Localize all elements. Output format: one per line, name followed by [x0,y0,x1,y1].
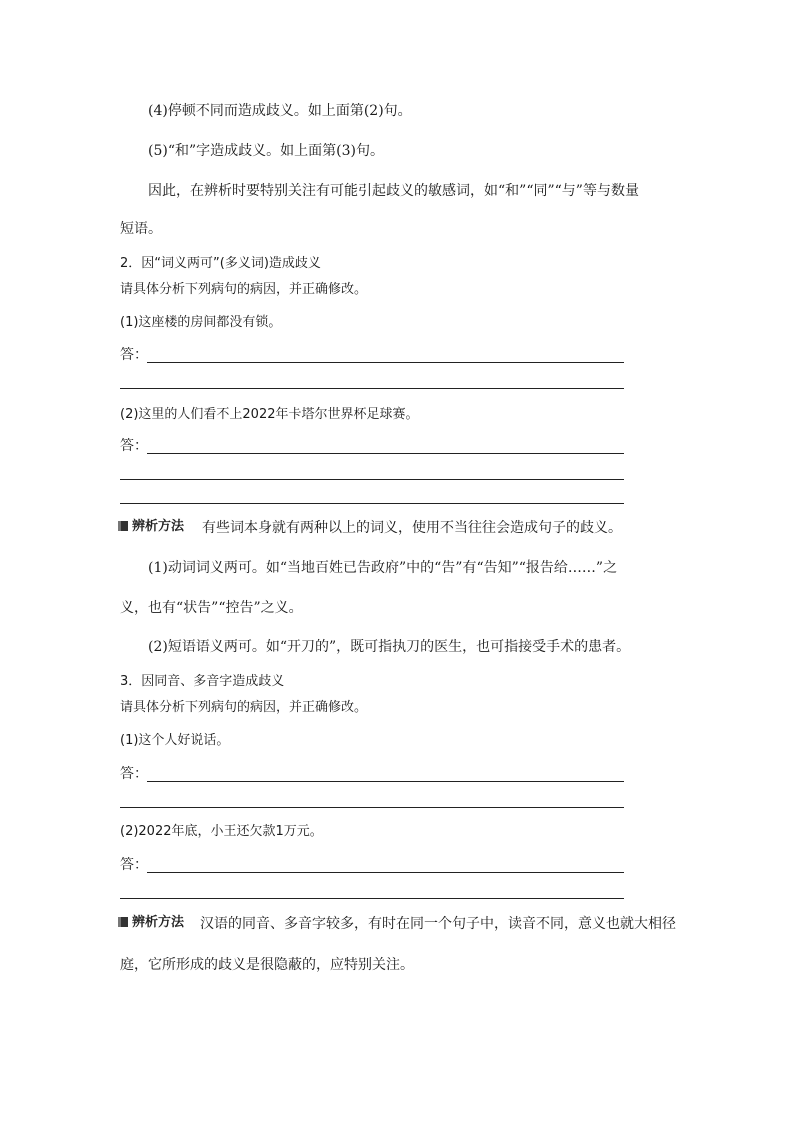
answer-label: 答： [120,438,148,454]
answer-line-continuation[interactable] [120,479,624,480]
answer-label: 答： [120,766,148,782]
answer-label: 答： [120,347,148,363]
method-text-line-2: 庭，它所形成的歧义是很隐蔽的，应特别关注。 [120,957,414,973]
method-label: 辨析方法 [132,915,185,930]
summary-line-2: 短语。 [120,221,162,237]
answer-line-continuation[interactable] [120,388,624,389]
section-2-question-2: (2)这里的人们看不上2022年卡塔尔世界杯足球赛。 [120,407,419,422]
answer-line-continuation[interactable] [120,503,624,504]
section-3-question-2: (2)2022年底，小王还欠款1万元。 [120,824,323,839]
section-2-heading: 2．因“词义两可”(多义词)造成歧义 [120,256,321,271]
summary-line-1: 因此，在辨析时要特别关注有可能引起歧义的敏感词，如“和”“同”“与”等与数量 [148,183,639,199]
section-3-heading: 3．因同音、多音字造成歧义 [120,674,285,689]
point-4-text: (4)停顿不同而造成歧义。如上面第(2)句。 [148,103,412,119]
answer-row-s2-q1[interactable] [120,345,624,365]
answer-line[interactable] [147,872,624,873]
method-point-1-line-1: (1)动词词义两可。如“当地百姓已告政府”中的“告”有“告知”“报告给……”之 [148,560,618,576]
answer-line-continuation[interactable] [120,898,624,899]
square-bullet-icon [118,917,128,927]
point-5-text: (5)“和”字造成歧义。如上面第(3)句。 [148,143,384,159]
answer-line[interactable] [147,453,624,454]
answer-label: 答： [120,857,148,873]
section-3-instruction: 请具体分析下列病句的病因，并正确修改。 [120,700,368,715]
answer-row-s3-q2[interactable] [120,855,624,875]
section-2-instruction: 请具体分析下列病句的病因，并正确修改。 [120,282,368,297]
square-bullet-icon [118,521,128,531]
method-label: 辨析方法 [132,519,185,534]
answer-line-continuation[interactable] [120,807,624,808]
section-3-question-1: (1)这个人好说话。 [120,733,230,748]
method-point-2: (2)短语语义两可。如“开刀的”，既可指执刀的医生，也可指接受手术的患者。 [148,639,631,655]
answer-row-s2-q2[interactable] [120,436,624,456]
section-2-question-1: (1)这座楼的房间都没有锁。 [120,315,282,330]
answer-line[interactable] [147,362,624,363]
analysis-method-tag [118,913,184,933]
analysis-method-tag [118,517,184,537]
method-text: 汉语的同音、多音字较多，有时在同一个句子中，读音不同，意义也就大相径 [200,916,676,932]
answer-row-s3-q1[interactable] [120,764,624,784]
method-point-1-line-2: 义，也有“状告”“控告”之义。 [120,600,303,616]
method-text: 有些词本身就有两种以上的词义，使用不当往往会造成句子的歧义。 [202,520,622,536]
answer-line[interactable] [147,781,624,782]
